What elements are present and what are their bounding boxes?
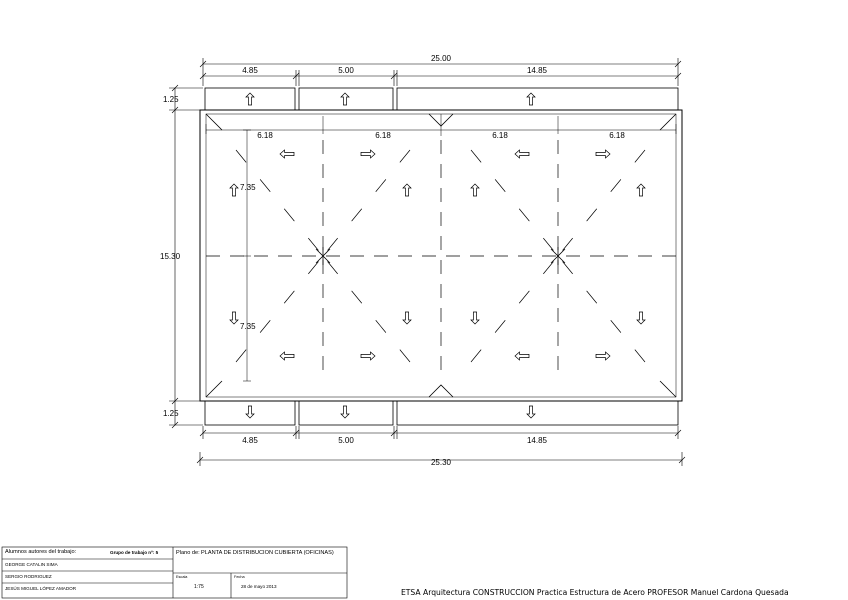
dim-left-mid: 15.30 xyxy=(160,252,181,261)
plan-label: Plano de: xyxy=(176,550,200,556)
date-label: Fecha xyxy=(234,575,245,579)
dim-left-top: 1.25 xyxy=(163,95,179,104)
axis-dashes xyxy=(206,140,676,376)
dim-top-seg-3: 14.85 xyxy=(526,66,548,75)
dim-bottom-seg-1: 4.85 xyxy=(242,436,258,445)
dim-bay-1: 6.18 xyxy=(257,131,273,140)
authors-label: Alumnos autores del trabajo: xyxy=(5,549,77,555)
date-value: 28 de mayo 2013 xyxy=(241,584,277,589)
author-1: GEORGE CATALIN SIMA xyxy=(5,562,58,567)
dim-bottom-seg-2: 5.00 xyxy=(338,436,354,445)
dim-bottom-total: 25.30 xyxy=(430,458,452,467)
dimension-lines xyxy=(169,58,682,466)
footer-caption: ETSA Arquitectura CONSTRUCCION Practica Estructura de Acero PROFESOR Manuel Cardona Quesada xyxy=(401,588,789,597)
dim-top-seg-1: 4.85 xyxy=(242,66,258,75)
slope-arrows xyxy=(230,93,645,418)
dim-bay-4: 6.18 xyxy=(609,131,625,140)
author-2: SERGIO RODRIGUEZ xyxy=(5,574,52,579)
dim-inner-lower: 7.35 xyxy=(240,322,256,331)
slope-lines xyxy=(236,150,645,362)
dim-top-seg-2: 5.00 xyxy=(338,66,354,75)
dim-bay-2: 6.18 xyxy=(375,131,391,140)
top-strip xyxy=(205,88,678,110)
dim-bottom-seg-3: 14.85 xyxy=(526,436,548,445)
dim-bay-3: 6.18 xyxy=(492,131,508,140)
scale-value: 1:75 xyxy=(194,584,204,590)
bottom-strip xyxy=(205,401,678,425)
plan-title: PLANTA DE DISTRIBUCION CUBIERTA (OFICINAS) xyxy=(201,550,334,556)
dim-inner-upper: 7.35 xyxy=(240,183,256,192)
group-label: Grupo de trabajo nº: 5 xyxy=(110,550,159,555)
scale-label: Escala xyxy=(176,575,188,579)
author-3: JESÚS MIGUEL LÓPEZ AMADOR xyxy=(5,586,77,591)
dim-left-bottom: 1.25 xyxy=(163,409,179,418)
dim-top-total: 25.00 xyxy=(430,54,452,63)
